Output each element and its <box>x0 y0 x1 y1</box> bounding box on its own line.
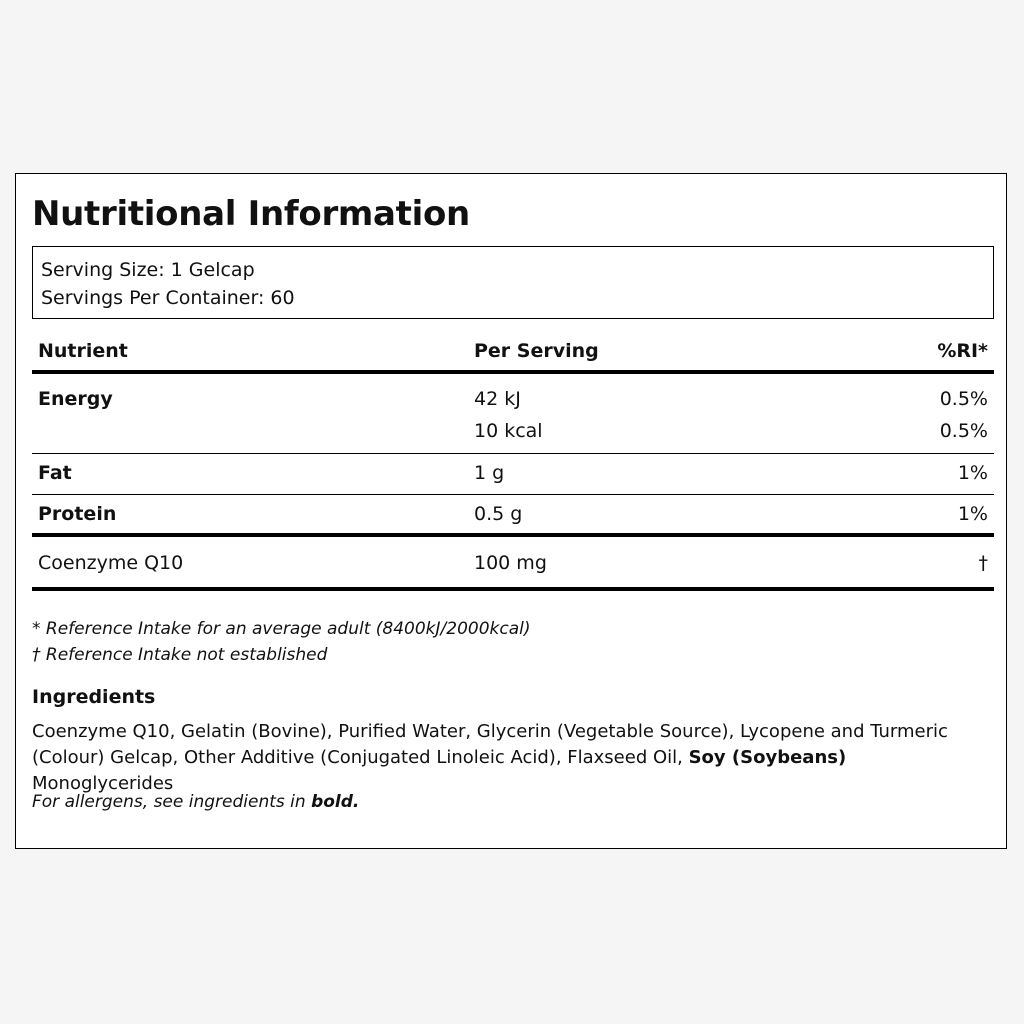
ingredients-text-part1: Coenzyme Q10, Gelatin (Bovine), Purified Water, Glycerin (Vegetable Source), Lycopene and Turmeric (Colour) Gelcap, Other Additive (Conjugated Linoleic Acid), Flaxseed Oil, <box>32 721 948 768</box>
table-row-coenzyme-q10 <box>32 537 994 591</box>
label-title: Nutritional Information <box>32 194 470 234</box>
servings-per-container: Servings Per Container: 60 <box>41 287 295 309</box>
header-nutrient: Nutrient <box>38 340 128 362</box>
serving-info-box <box>32 246 994 319</box>
nutrient-name-fat: Fat <box>38 462 72 484</box>
ingredients-allergen: Soy (Soybeans) <box>688 747 847 768</box>
table-row-energy-kj <box>32 374 994 414</box>
energy-kj-value: 42 kJ <box>474 388 521 410</box>
allergen-note-bold-word: bold. <box>311 792 360 812</box>
fat-value: 1 g <box>474 462 505 484</box>
allergen-note-prefix: For allergens, see ingredients in <box>32 792 312 812</box>
protein-value: 0.5 g <box>474 503 523 525</box>
header-per-serving: Per Serving <box>474 340 599 362</box>
energy-kcal-ri: 0.5% <box>939 420 988 442</box>
ingredients-text-part2: Monoglycerides <box>32 773 174 794</box>
energy-kcal-value: 10 kcal <box>474 420 543 442</box>
ingredients-text <box>32 719 992 797</box>
header-ri: %RI* <box>937 340 988 362</box>
ingredients-heading: Ingredients <box>32 686 156 708</box>
allergen-note <box>32 792 359 812</box>
fat-ri: 1% <box>957 462 988 484</box>
footnote-not-established: † Reference Intake not established <box>32 645 328 665</box>
table-header-row <box>32 324 994 374</box>
table-row-protein <box>32 495 994 537</box>
table-row-energy-kcal <box>32 414 994 454</box>
coenzyme-q10-value: 100 mg <box>474 552 547 574</box>
footnotes <box>32 616 994 668</box>
coenzyme-q10-ri: † <box>978 552 988 574</box>
energy-kj-ri: 0.5% <box>939 388 988 410</box>
protein-ri: 1% <box>957 503 988 525</box>
footnote-reference-intake: * Reference Intake for an average adult (8400kJ/2000kcal) <box>32 619 531 639</box>
nutrient-name-energy: Energy <box>38 388 113 410</box>
table-row-fat <box>32 454 994 495</box>
serving-size: Serving Size: 1 Gelcap <box>41 259 255 281</box>
nutrition-table <box>32 324 994 591</box>
nutrient-name-coenzyme-q10: Coenzyme Q10 <box>38 552 184 574</box>
nutrition-label-panel <box>15 173 1007 849</box>
nutrient-name-protein: Protein <box>38 503 117 525</box>
